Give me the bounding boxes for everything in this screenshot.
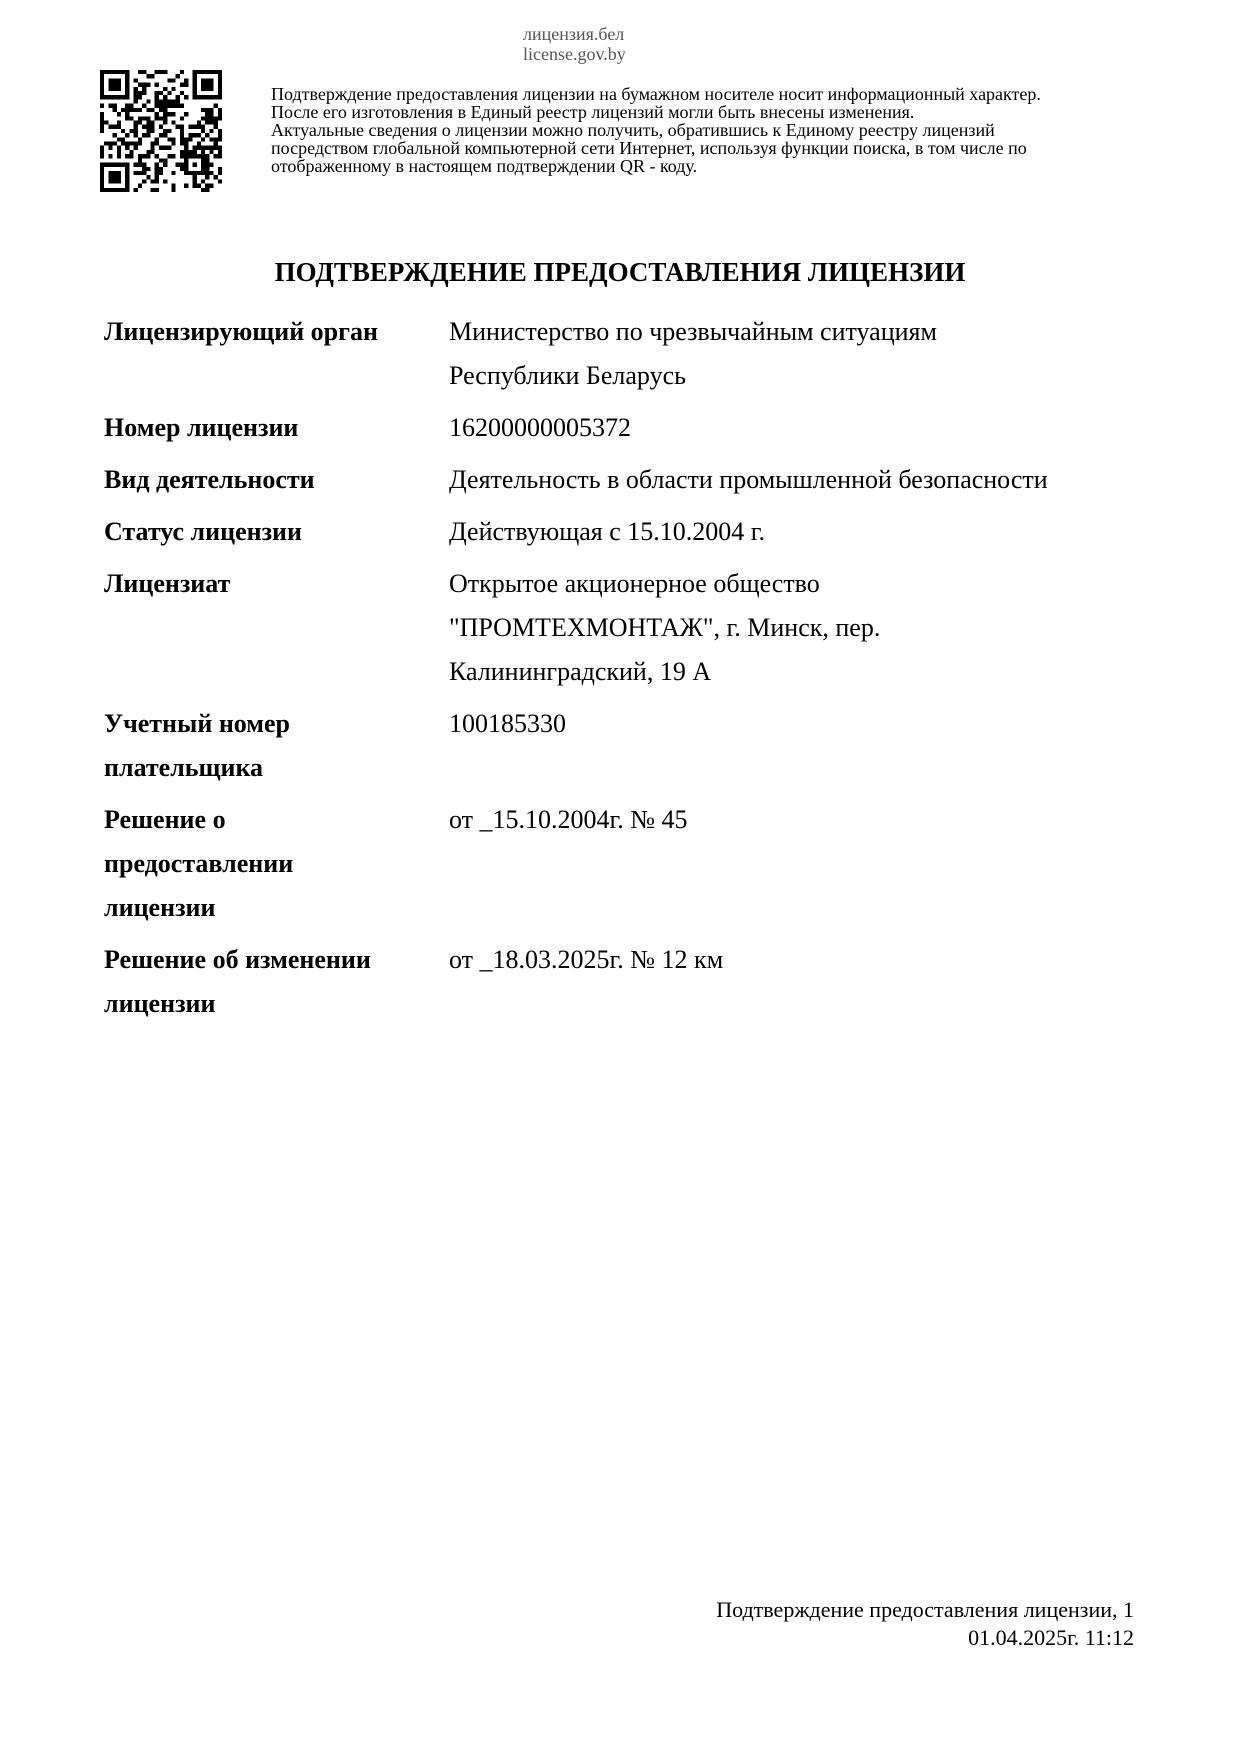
field-label: Решение об изменении лицензии (104, 945, 371, 1018)
field-label: Учетный номер плательщика (104, 709, 291, 782)
license-fields (104, 310, 1144, 1034)
field-value: Открытое акционерное общество "ПРОМТЕХМОНТАЖ", г. Минск, пер. Калининградский, 19 А (449, 569, 881, 686)
page-footer (716, 1596, 1134, 1652)
field-label: Вид деятельности (104, 465, 315, 494)
field-value: от _18.03.2025г. № 12 км (449, 945, 724, 974)
paper-notice (271, 85, 1191, 175)
field-label: Лицензирующий орган (104, 317, 378, 346)
field-value: Деятельность в области промышленной безопасности (449, 465, 1048, 494)
field-license-number (104, 406, 1144, 450)
site-link-bel[interactable]: лицензия.бел (523, 24, 625, 44)
notice-line: После его изготовления в Единый реестр лицензий могли быть внесены изменения. (271, 102, 915, 122)
document-title: ПОДТВЕРЖДЕНИЕ ПРЕДОСТАВЛЕНИЯ ЛИЦЕНЗИИ (274, 257, 966, 287)
notice-line: посредством глобальной компьютерной сети Интернет, используя функции поиска, в том числе по (271, 138, 1027, 158)
field-label: Решение о предоставлении лицензии (104, 805, 294, 922)
field-value: Министерство по чрезвычайным ситуациям Республики Беларусь (449, 317, 937, 390)
field-grant-decision (104, 798, 1144, 930)
field-taxpayer-number (104, 702, 1144, 790)
field-license-status (104, 510, 1144, 554)
field-value: от _15.10.2004г. № 45 (449, 805, 688, 834)
footer-timestamp: 01.04.2025г. 11:12 (968, 1625, 1134, 1650)
notice-line: отображенному в настоящем подтверждении QR - коду. (271, 156, 698, 176)
field-change-decision (104, 938, 1144, 1026)
field-label: Статус лицензии (104, 517, 302, 546)
field-value: 100185330 (449, 709, 566, 738)
site-links (523, 24, 626, 64)
notice-line: Актуальные сведения о лицензии можно получить, обратившись к Единому реестру лицензий (271, 120, 995, 140)
notice-line: Подтверждение предоставления лицензии на бумажном носителе носит информационный характер. (271, 84, 1041, 104)
field-licensee (104, 562, 1144, 694)
footer-page-label: Подтверждение предоставления лицензии, 1 (716, 1597, 1134, 1622)
field-value: Действующая с 15.10.2004 г. (449, 517, 766, 546)
site-link-gov-by[interactable]: license.gov.by (523, 44, 626, 64)
field-value: 16200000005372 (449, 413, 631, 442)
qr-code-icon (100, 70, 222, 192)
field-activity-type (104, 458, 1144, 502)
field-label: Лицензиат (104, 569, 231, 598)
field-label: Номер лицензии (104, 413, 299, 442)
field-licensing-authority (104, 310, 1144, 398)
